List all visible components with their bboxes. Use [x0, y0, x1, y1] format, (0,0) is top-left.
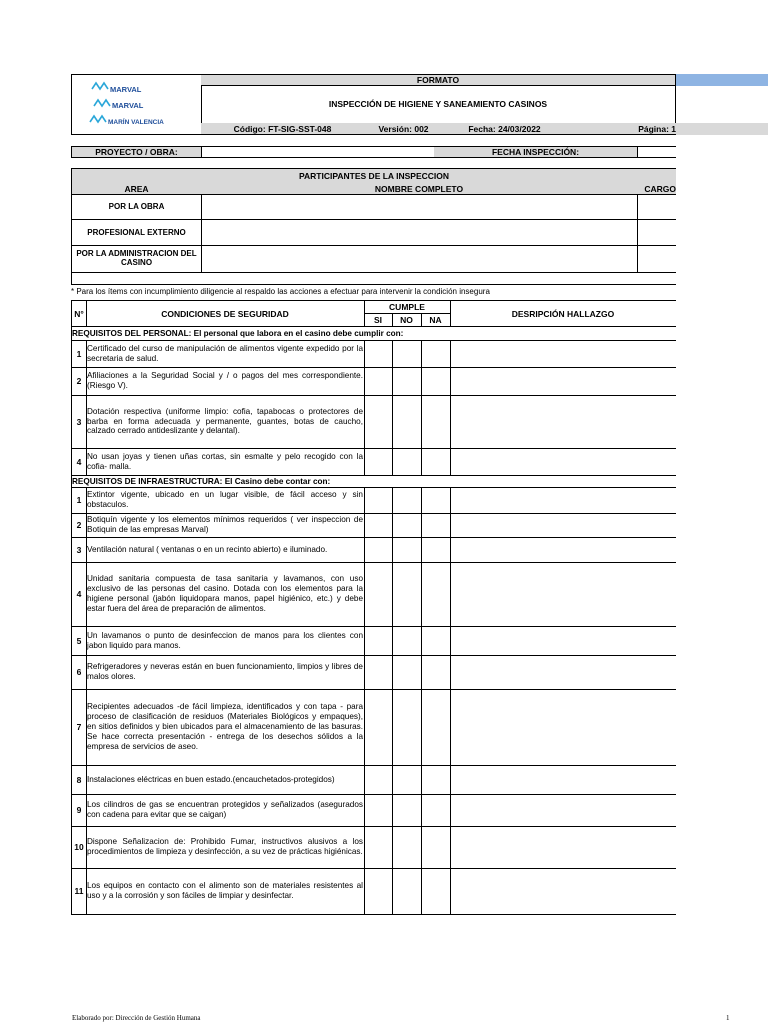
- infra-item-1-text: [86, 487, 365, 514]
- personal-item-1-si-cell[interactable]: [364, 340, 393, 368]
- participants-table: [71, 168, 676, 273]
- fecha-field: Fecha: 24/03/2022: [443, 123, 567, 135]
- infra-item-3-no-cell[interactable]: [392, 537, 422, 563]
- side-accent-bar: [676, 74, 768, 86]
- infra-item-5-number: 5: [71, 626, 87, 656]
- cargo-administracion-casino[interactable]: [637, 245, 676, 273]
- infra-item-11-text-content: Los equipos en contacto con el alimento son de materiales resistentes al uso y a la corrosión y son fáciles de limpiar y desinfectar.: [87, 881, 363, 900]
- infra-item-1-no-cell[interactable]: [392, 487, 422, 514]
- infra-item-9-text: [86, 794, 365, 827]
- infra-item-8-no-cell[interactable]: [392, 765, 422, 795]
- personal-item-4-number: 4: [71, 448, 87, 476]
- personal-item-3-number: 3: [71, 395, 87, 449]
- infra-item-4-no-cell[interactable]: [392, 562, 422, 627]
- logo-text-2: MARVAL: [112, 101, 144, 110]
- infra-item-8-na-cell[interactable]: [421, 765, 451, 795]
- personal-item-2-text: [86, 367, 365, 396]
- infra-item-11-na-cell[interactable]: [421, 868, 451, 915]
- personal-item-1-hallazgo-cell[interactable]: [450, 340, 676, 368]
- infra-item-8-text-content: Instalaciones eléctricas en buen estado.(encauchetados-protegidos): [87, 774, 335, 784]
- infra-item-7-si-cell[interactable]: [364, 689, 393, 766]
- fecha-inspeccion-label: FECHA INSPECCIÓN:: [434, 146, 638, 158]
- note-text: * Para los ítems con incumplimiento diligencie al respaldo las acciones a efectuar para intervenir la condición insegura: [71, 284, 676, 298]
- infra-item-6-no-cell[interactable]: [392, 655, 422, 690]
- personal-item-3-si-cell[interactable]: [364, 395, 393, 449]
- row-profesional-externo: PROFESIONAL EXTERNO: [71, 219, 202, 246]
- personal-item-4-na-cell[interactable]: [421, 448, 451, 476]
- infra-item-2-number: 2: [71, 513, 87, 538]
- infra-item-7-na-cell[interactable]: [421, 689, 451, 766]
- infra-item-7-number: 7: [71, 689, 87, 766]
- personal-item-1-na-cell[interactable]: [421, 340, 451, 368]
- personal-item-1-number: 1: [71, 340, 87, 368]
- col-n: N°: [71, 300, 87, 327]
- infra-item-1-si-cell[interactable]: [364, 487, 393, 514]
- infra-item-4-si-cell[interactable]: [364, 562, 393, 627]
- infra-item-7-text-content: Recipientes adecuados -de fácil limpieza, identificados y con tapa - para proceso de clasificación de residuos (Materiales Biológicos y empaques), en sitios definidos y bien ubicados para el almacenamiento de las basuras. Se hace correcta presentación - entrega de los desechos sólidos a la empresa de servicios de aseo.: [87, 702, 363, 751]
- nombre-por-la-obra[interactable]: [201, 194, 638, 220]
- logo-mark-1: [92, 83, 108, 89]
- personal-item-1-text-content: Certificado del curso de manipulación de alimentos vigente expedido por la secretaria de salud.: [87, 343, 363, 363]
- document-title: INSPECCIÓN DE HIGIENE Y SANEAMIENTO CASINOS: [201, 85, 676, 124]
- infra-item-11-hallazgo-cell[interactable]: [450, 868, 676, 915]
- infra-item-4-text: [86, 562, 365, 627]
- infra-item-4-number: 4: [71, 562, 87, 627]
- infra-item-5-hallazgo-cell[interactable]: [450, 626, 676, 656]
- infra-item-6-number: 6: [71, 655, 87, 690]
- infra-item-6-text: [86, 655, 365, 690]
- infra-item-3-si-cell[interactable]: [364, 537, 393, 563]
- footer-elaborado: Elaborado por: Dirección de Gestión Humana: [72, 1014, 201, 1022]
- infra-item-3-number: 3: [71, 537, 87, 563]
- infra-item-2-no-cell[interactable]: [392, 513, 422, 538]
- infra-item-9-si-cell[interactable]: [364, 794, 393, 827]
- personal-item-4-text-content: No usan joyas y tienen uñas cortas, sin esmalte y pelo recogido con la cofia- malla.: [87, 451, 363, 471]
- personal-item-2-na-cell[interactable]: [421, 367, 451, 396]
- formato-label: FORMATO: [201, 74, 676, 86]
- infra-item-10-no-cell[interactable]: [392, 826, 422, 869]
- nombre-administracion-casino[interactable]: [201, 245, 638, 273]
- proyecto-label: PROYECTO / OBRA:: [71, 146, 202, 158]
- col-nombre: NOMBRE COMPLETO: [201, 183, 638, 195]
- infra-item-5-text: [86, 626, 365, 656]
- personal-item-4-no-cell[interactable]: [392, 448, 422, 476]
- infra-item-11-text: [86, 868, 365, 915]
- personal-item-2-no-cell[interactable]: [392, 367, 422, 396]
- marval-logo: [72, 75, 203, 136]
- footer-page-number: 1: [726, 1014, 730, 1022]
- infra-item-11-number: 11: [71, 868, 87, 915]
- infra-item-10-hallazgo-cell[interactable]: [450, 826, 676, 869]
- infra-item-6-si-cell[interactable]: [364, 655, 393, 690]
- infra-item-2-hallazgo-cell[interactable]: [450, 513, 676, 538]
- personal-item-2-si-cell[interactable]: [364, 367, 393, 396]
- infra-item-10-number: 10: [71, 826, 87, 869]
- proyecto-input[interactable]: [201, 146, 435, 158]
- infra-item-10-na-cell[interactable]: [421, 826, 451, 869]
- infra-item-9-na-cell[interactable]: [421, 794, 451, 827]
- personal-item-4-si-cell[interactable]: [364, 448, 393, 476]
- logo-mark-3: [90, 116, 106, 122]
- infra-item-1-number: 1: [71, 487, 87, 514]
- project-row: [71, 146, 676, 158]
- infra-item-3-text: [86, 537, 365, 563]
- col-no: NO: [392, 313, 422, 327]
- infra-item-9-no-cell[interactable]: [392, 794, 422, 827]
- infra-item-4-text-content: Unidad sanitaria compuesta de tasa sanitaria y lavamanos, con uso exclusivo de las personas del casino. Dotada con los elementos para la higiene personal (jabón liquidopara manos, papel higiénico, etc.) y debe estar fuera del área de preparación de alimentos.: [87, 574, 363, 613]
- personal-item-2-number: 2: [71, 367, 87, 396]
- col-na: NA: [421, 313, 451, 327]
- infra-item-3-text-content: Ventilación natural ( ventanas o en un recinto abierto) e iluminado.: [87, 544, 328, 554]
- infra-item-2-na-cell[interactable]: [421, 513, 451, 538]
- infra-item-5-si-cell[interactable]: [364, 626, 393, 656]
- infra-item-11-si-cell[interactable]: [364, 868, 393, 915]
- infra-item-6-hallazgo-cell[interactable]: [450, 655, 676, 690]
- infra-item-11-no-cell[interactable]: [392, 868, 422, 915]
- section-requisitos-personal: REQUISITOS DEL PERSONAL: El personal que labora en el casino debe cumplir con:: [71, 326, 676, 341]
- personal-item-4-hallazgo-cell[interactable]: [450, 448, 676, 476]
- infra-item-7-text: [86, 689, 365, 766]
- version-field: Versión: 002: [364, 123, 444, 135]
- row-por-la-obra: POR LA OBRA: [71, 194, 202, 220]
- infra-item-8-hallazgo-cell[interactable]: [450, 765, 676, 795]
- side-gray-bar: [676, 123, 768, 135]
- infra-item-7-hallazgo-cell[interactable]: [450, 689, 676, 766]
- personal-item-3-text: [86, 395, 365, 449]
- personal-item-3-no-cell[interactable]: [392, 395, 422, 449]
- infra-item-10-text-content: Dispone Señalizacion de: Prohibido Fumar, instructivos alusivos a los procedimientos de limpieza y desinfección, a su vez de prácticas higiénicas.: [87, 837, 363, 856]
- personal-item-3-na-cell[interactable]: [421, 395, 451, 449]
- infra-item-2-text-content: Botiquín vigente y los elementos mínimos requeridos ( ver inspeccion de Botiquin de las empresas Marval): [87, 515, 363, 534]
- infra-item-8-si-cell[interactable]: [364, 765, 393, 795]
- infra-item-2-si-cell[interactable]: [364, 513, 393, 538]
- format-header: [71, 74, 676, 135]
- cargo-por-la-obra[interactable]: [637, 194, 676, 220]
- logo-text-3: MARÍN VALENCIA: [108, 119, 164, 126]
- col-condiciones: CONDICIONES DE SEGURIDAD: [86, 300, 365, 327]
- infra-item-5-text-content: Un lavamanos o punto de desinfeccion de manos para los clientes con jabon liquido para manos.: [87, 630, 363, 650]
- participants-title: PARTICIPANTES DE LA INSPECCION: [71, 168, 676, 184]
- infra-item-5-no-cell[interactable]: [392, 626, 422, 656]
- infra-item-1-hallazgo-cell[interactable]: [450, 487, 676, 514]
- col-cumple: CUMPLE: [364, 300, 451, 314]
- infra-item-8-text: [86, 765, 365, 795]
- infra-item-9-hallazgo-cell[interactable]: [450, 794, 676, 827]
- infra-item-9-text-content: Los cilindros de gas se encuentran protegidos y señalizados (asegurados con cadena para evitar que se caigan): [87, 800, 363, 819]
- logo-text-1: MARVAL: [110, 85, 142, 94]
- infra-item-8-number: 8: [71, 765, 87, 795]
- infra-item-10-text: [86, 826, 365, 869]
- personal-item-1-text: [86, 340, 365, 368]
- personal-item-3-text-content: Dotación respectiva (uniforme limpio: cofia, tapabocas o protectores de barba en forma adecuada y permanente, guantes, botas de caucho, calzado cerrado antideslizante y delantal).: [87, 406, 363, 436]
- col-descripcion: DESRIPCIÓN HALLAZGO: [450, 300, 676, 327]
- infra-item-10-si-cell[interactable]: [364, 826, 393, 869]
- infra-item-1-na-cell[interactable]: [421, 487, 451, 514]
- fecha-inspeccion-input[interactable]: [637, 146, 676, 158]
- infra-item-5-na-cell[interactable]: [421, 626, 451, 656]
- codigo-field: Código: FT-SIG-SST-048: [201, 123, 365, 135]
- infra-item-2-text: [86, 513, 365, 538]
- nombre-profesional-externo[interactable]: [201, 219, 638, 246]
- infra-item-1-text-content: Extintor vigente, ubicado en un lugar visible, de fácil acceso y sin obstaculos.: [87, 490, 363, 509]
- logo-mark-2: [94, 100, 110, 106]
- infra-item-9-number: 9: [71, 794, 87, 827]
- personal-item-1-no-cell[interactable]: [392, 340, 422, 368]
- personal-item-2-text-content: Afiliaciones a la Seguridad Social y / o pagos del mes correspondiente. (Riesgo V).: [87, 371, 363, 390]
- infra-item-3-na-cell[interactable]: [421, 537, 451, 563]
- infra-item-6-na-cell[interactable]: [421, 655, 451, 690]
- personal-item-4-text: [86, 448, 365, 476]
- row-administracion-casino: POR LA ADMINISTRACION DEL CASINO: [71, 245, 202, 273]
- col-cargo: CARGO: [637, 183, 676, 195]
- checklist-table: [71, 300, 676, 933]
- section-requisitos-infraestructura: REQUISITOS DE INFRAESTRUCTURA: El Casino debe contar con:: [71, 475, 676, 488]
- infra-item-6-text-content: Refrigeradores y neveras están en buen funcionamiento, limpios y libres de malos olores.: [87, 662, 363, 681]
- pagina-field: Página: 1: [566, 123, 676, 135]
- infra-item-7-no-cell[interactable]: [392, 689, 422, 766]
- personal-item-3-hallazgo-cell[interactable]: [450, 395, 676, 449]
- infra-item-4-hallazgo-cell[interactable]: [450, 562, 676, 627]
- infra-item-4-na-cell[interactable]: [421, 562, 451, 627]
- infra-item-3-hallazgo-cell[interactable]: [450, 537, 676, 563]
- col-si: SI: [364, 313, 393, 327]
- cargo-profesional-externo[interactable]: [637, 219, 676, 246]
- col-area: AREA: [71, 183, 202, 195]
- logo-cell: [71, 74, 202, 135]
- personal-item-2-hallazgo-cell[interactable]: [450, 367, 676, 396]
